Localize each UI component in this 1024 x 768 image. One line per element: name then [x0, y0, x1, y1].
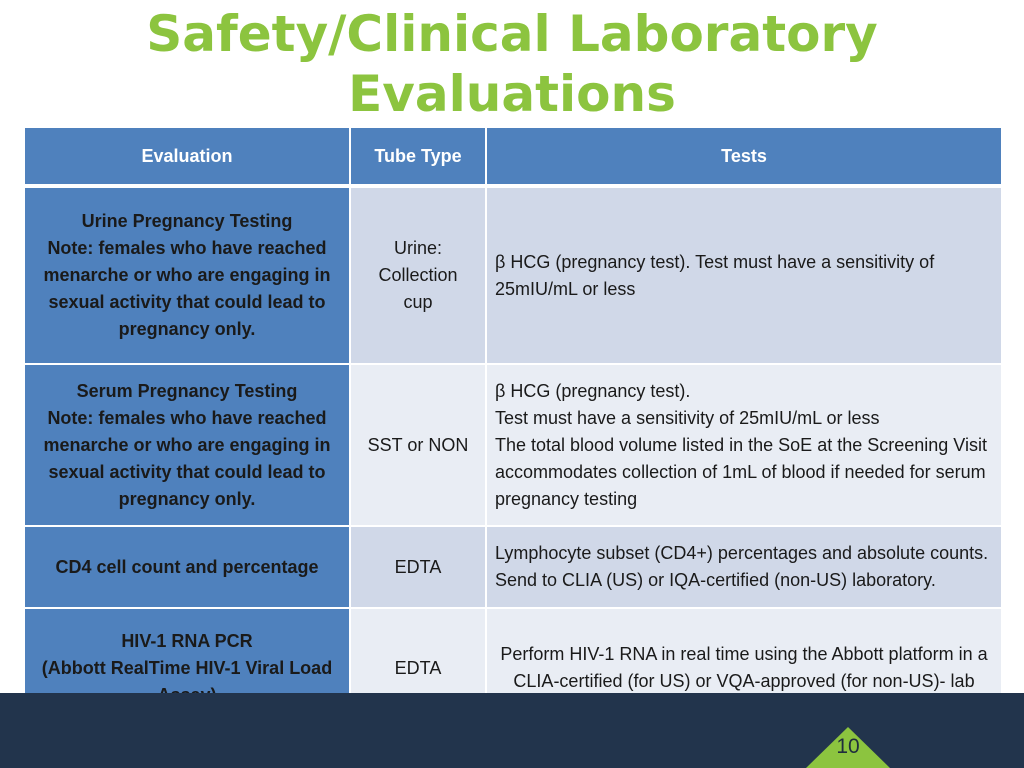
table-row [24, 186, 1002, 364]
tests-cell [486, 186, 1002, 364]
tube-type-line: Collection [378, 265, 458, 285]
evaluation-name: HIV-1 RNA PCR [121, 630, 253, 651]
evaluation-note: (Abbott RealTime HIV-1 Viral Load [41, 657, 333, 678]
header-tube-type: Tube Type [350, 127, 486, 186]
lab-evaluations-table [23, 126, 1003, 729]
evaluation-name: Serum Pregnancy Testing [76, 380, 298, 401]
page-number: 10 [836, 735, 860, 758]
tests-text: β HCG (pregnancy test). Test must have a sensitivity of 25mIU/mL or less [495, 251, 935, 299]
header-tests: Tests [486, 127, 1002, 186]
evaluation-note: Note: females who have reached menarche or who are engaging in sexual activity that could lead to pregnancy only. [43, 238, 331, 339]
tube-type-line: EDTA [394, 657, 442, 678]
tube-type-line: SST or NON [367, 434, 469, 455]
header-evaluation: Evaluation [24, 127, 350, 186]
tube-type-line: cup [403, 292, 433, 312]
tube-type-cell [350, 526, 486, 608]
evaluation-cell [24, 186, 350, 364]
tests-text: Perform HIV-1 RNA in real time using the Abbott platform in a CLIA-certified (for US) or VQA-approved (for non-US)- lab [500, 644, 988, 691]
evaluation-cell [24, 526, 350, 608]
tube-type-line: Urine: [393, 238, 442, 258]
table-row [24, 364, 1002, 526]
tests-text: The total blood volume listed in the SoE at the Screening Visit accommodates collection of 1mL of blood if needed for serum pregnancy testing [495, 434, 987, 509]
table-header-row [24, 127, 1002, 186]
evaluation-cell [24, 364, 350, 526]
tests-text: Lymphocyte subset (CD4+) percentages and absolute counts. Send to CLIA (US) or IQA-certified (non-US) laboratory. [495, 543, 989, 590]
evaluation-name: CD4 cell count and percentage [55, 556, 319, 577]
evaluation-name: Urine Pregnancy Testing [81, 211, 293, 231]
slide-title-line2: Evaluations [348, 65, 676, 123]
tube-type-cell [350, 364, 486, 526]
slide-title [0, 4, 1024, 124]
evaluation-note: Note: females who have reached menarche or who are engaging in sexual activity that could lead to pregnancy only. [43, 407, 331, 509]
tests-text: β HCG (pregnancy test). [495, 380, 691, 401]
table-row [24, 526, 1002, 608]
slide-title-line1: Safety/Clinical Laboratory [146, 5, 878, 63]
tests-cell [486, 364, 1002, 526]
tests-cell [486, 526, 1002, 608]
tube-type-line: EDTA [394, 556, 442, 577]
tube-type-cell [350, 186, 486, 364]
tests-text: Test must have a sensitivity of 25mIU/mL or less [495, 407, 880, 428]
